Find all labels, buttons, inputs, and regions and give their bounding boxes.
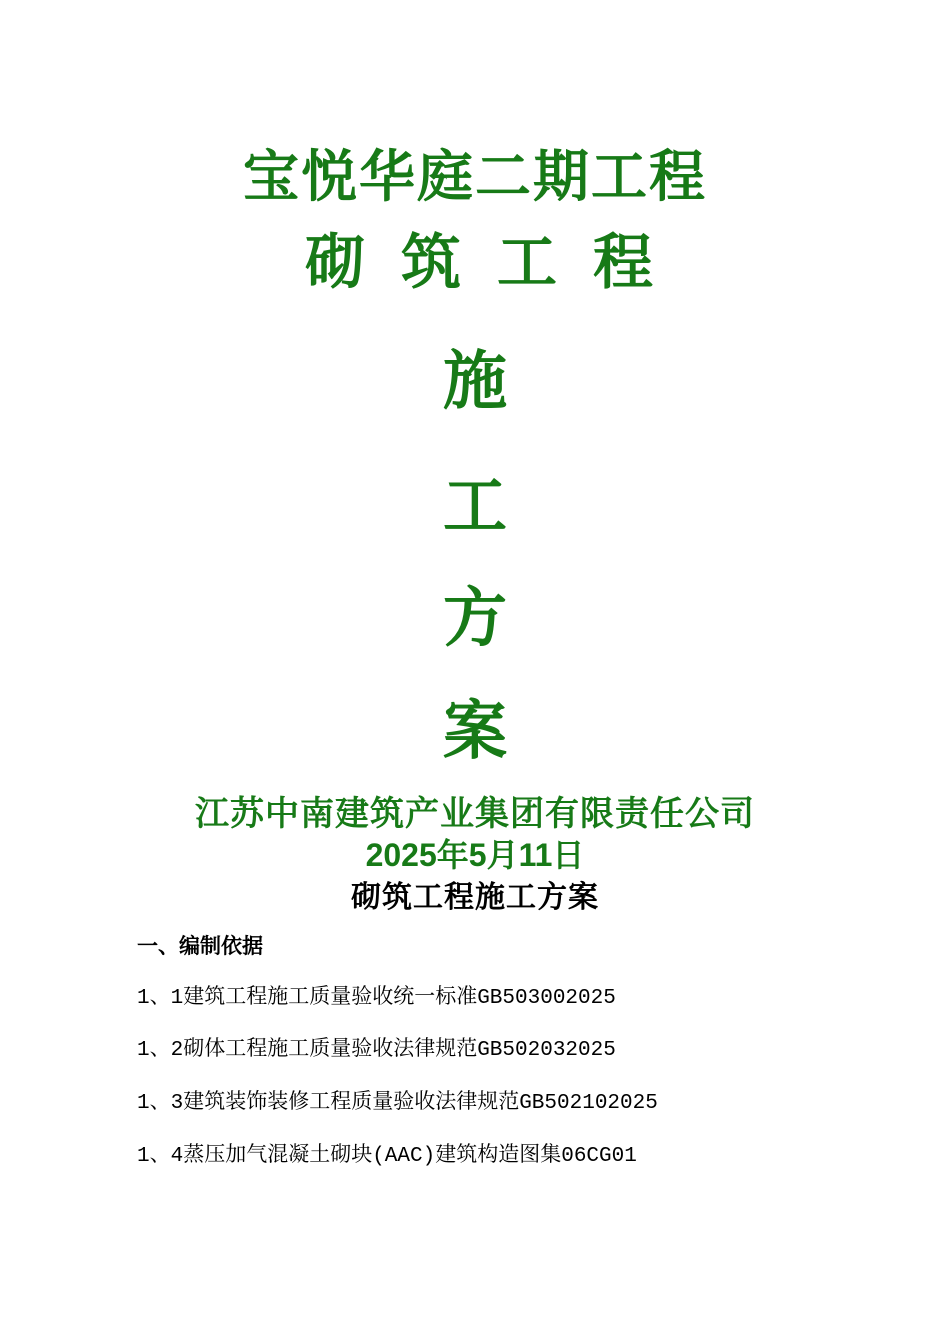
subject-title: 砌筑工程 bbox=[305, 228, 689, 298]
section-heading: 一、编制依据 bbox=[137, 933, 263, 958]
document-date: 2025年5月11日 bbox=[365, 837, 585, 873]
basis-list-item: 1、1建筑工程施工质量验收统一标准GB503002025 bbox=[137, 987, 616, 1010]
cover-vertical-char: 方 bbox=[443, 581, 507, 656]
basis-list-item: 1、2砌体工程施工质量验收法律规范GB502032025 bbox=[137, 1039, 616, 1062]
project-title: 宝悦华庭二期工程 bbox=[243, 144, 707, 210]
basis-list-item: 1、3建筑装饰装修工程质量验收法律规范GB502102025 bbox=[137, 1092, 658, 1115]
cover-vertical-char: 施 bbox=[443, 344, 507, 419]
cover-vertical-char: 案 bbox=[443, 694, 507, 769]
document-heading: 砌筑工程施工方案 bbox=[351, 880, 599, 915]
company-name: 江苏中南建筑产业集团有限责任公司 bbox=[195, 794, 755, 834]
basis-list-item: 1、4蒸压加气混凝土砌块(AAC)建筑构造图集06CG01 bbox=[137, 1145, 637, 1168]
cover-vertical-char: 工 bbox=[443, 469, 507, 544]
